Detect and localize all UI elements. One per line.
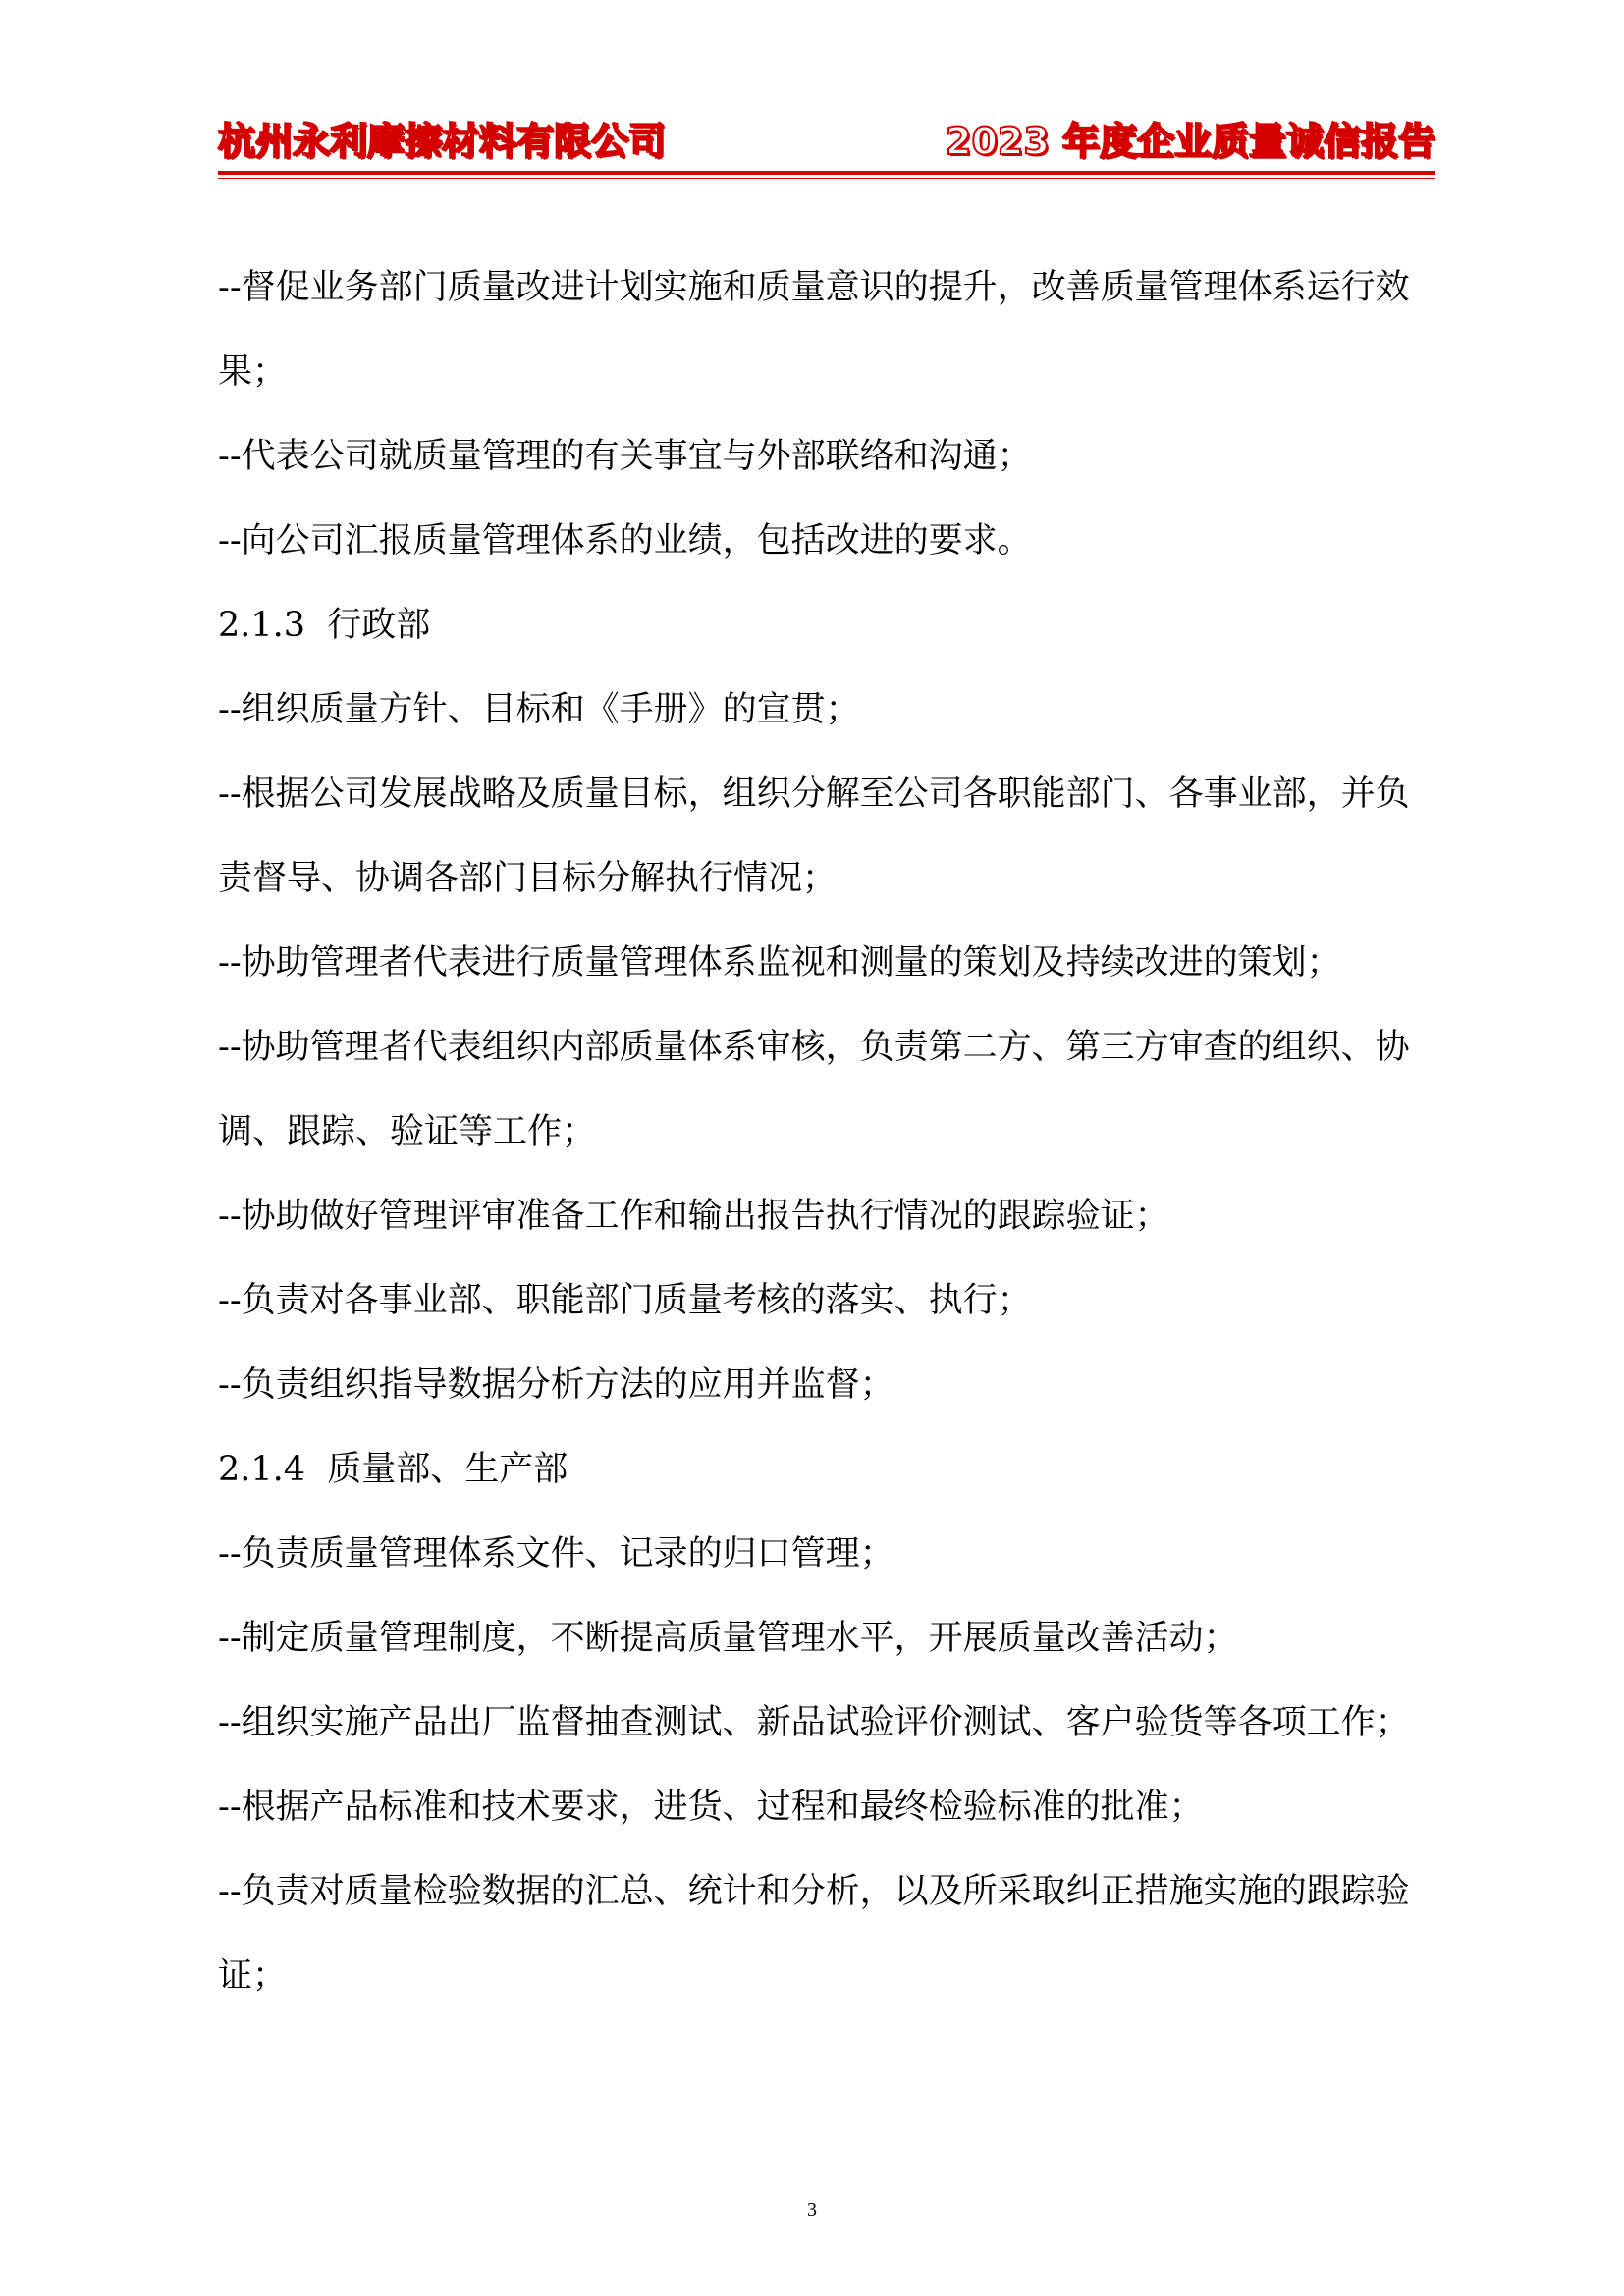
page-header — [218, 116, 1435, 167]
paragraph: --负责对质量检验数据的汇总、统计和分析，以及所采取纠正措施实施的跟踪验证； — [218, 1872, 1410, 1996]
paragraph: --协助做好管理评审准备工作和输出报告执行情况的跟踪验证； — [218, 1197, 1169, 1236]
header-rule-thin — [218, 178, 1435, 179]
paragraph: --负责组织指导数据分析方法的应用并监督； — [218, 1365, 894, 1405]
paragraph: --负责对各事业部、职能部门质量考核的落实、执行； — [218, 1281, 1032, 1320]
paragraph: --根据公司发展战略及质量目标，组织分解至公司各职能部门、各事业部，并负责督导、协调各部门目标分解执行情况； — [218, 774, 1410, 898]
company-name: 杭州永利摩擦材料有限公司 — [218, 120, 667, 163]
paragraph: --代表公司就质量管理的有关事宜与外部联络和沟通； — [218, 437, 1032, 476]
paragraph: --向公司汇报质量管理体系的业绩，包括改进的要求。 — [218, 521, 1032, 561]
paragraph: --负责质量管理体系文件、记录的归口管理； — [218, 1534, 894, 1574]
paragraph: --督促业务部门质量改进计划实施和质量意识的提升，改善质量管理体系运行效果； — [218, 268, 1410, 392]
paragraph: --协助管理者代表组织内部质量体系审核，负责第二方、第三方审查的组织、协调、跟踪、验证等工作； — [218, 1028, 1410, 1151]
document-body — [218, 245, 1435, 2018]
header-rule-thick — [218, 171, 1435, 175]
paragraph: --根据产品标准和技术要求，进货、过程和最终检验标准的批准； — [218, 1788, 1204, 1827]
paragraph: --协助管理者代表进行质量管理体系监视和测量的策划及持续改进的策划； — [218, 943, 1341, 983]
paragraph: --制定质量管理制度，不断提高质量管理水平，开展质量改善活动； — [218, 1619, 1238, 1658]
paragraph: --组织质量方针、目标和《手册》的宣贯； — [218, 690, 860, 729]
paragraph: --组织实施产品出厂监督抽查测试、新品试验评价测试、客户验货等各项工作； — [218, 1703, 1410, 1742]
section-heading: 2.1.3 行政部 — [218, 606, 431, 645]
section-heading: 2.1.4 质量部、生产部 — [218, 1450, 568, 1489]
page-number: 3 — [807, 2199, 817, 2220]
report-title: 2023 年度企业质量诚信报告 — [946, 120, 1435, 163]
